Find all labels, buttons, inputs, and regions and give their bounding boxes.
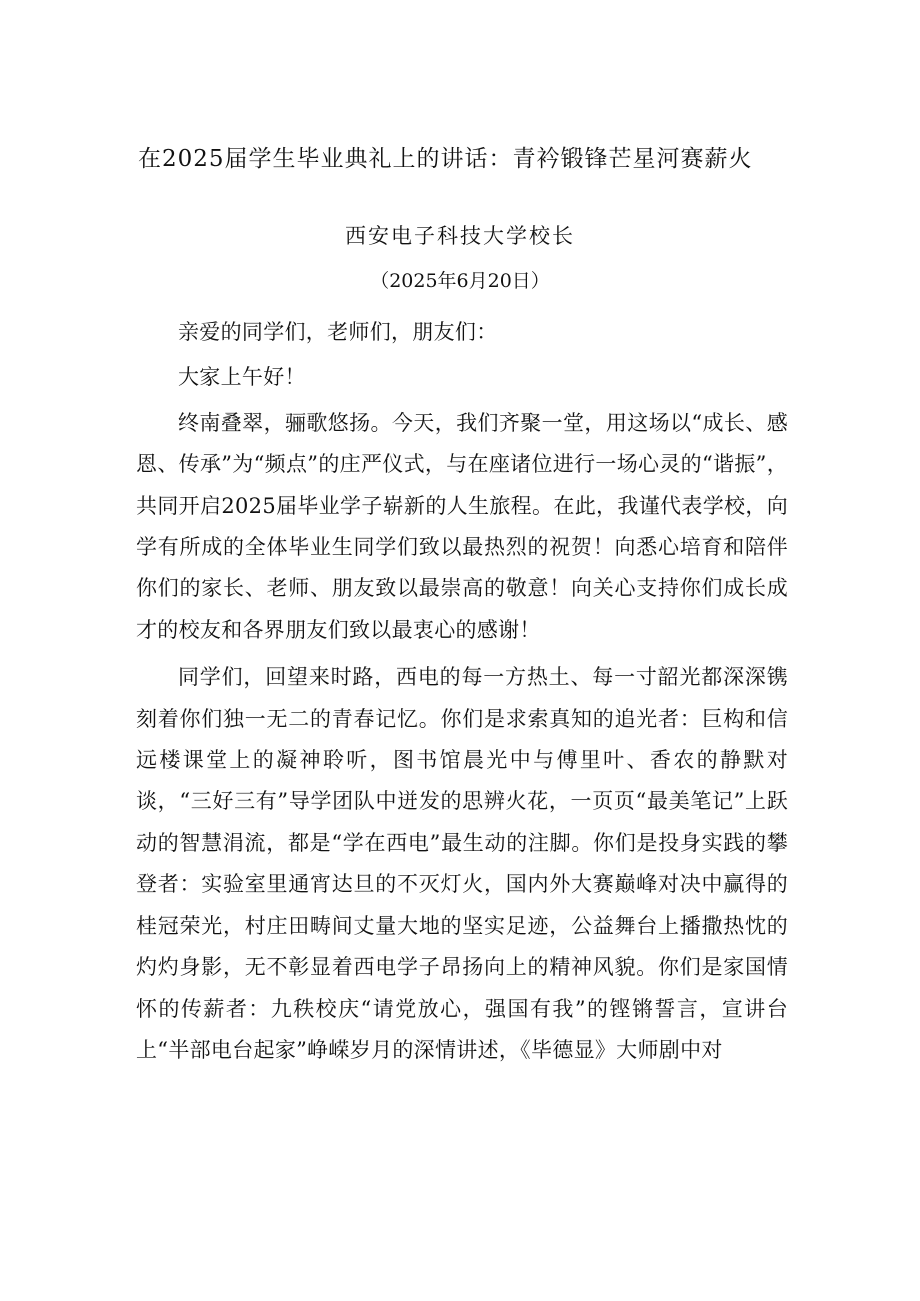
paragraph-1: 终南叠翠，骊歌悠扬。今天，我们齐聚一堂，用这场以“成长、感恩、传承”为“频点”的庄严仪式，与在座诸位进行一场心灵的“谐振”，共同开启2025届毕业学子崭新的人生旅程。在此，我谨代表学校，向学有所成的全体毕业生同学们致以最热烈的祝贺！向悉心培育和陪伴你们的家长、老师、朋友致以最崇高的敬意！向关心支持你们成长成才的校友和各界朋友们致以最衷心的感谢！ xyxy=(136,410,788,642)
speaker-affiliation: 西安电子科技大学校长 xyxy=(345,224,575,248)
speech-date: （2025年6月20日） xyxy=(370,270,550,292)
paragraph-2: 同学们，回望来时路，西电的每一方热土、每一寸韶光都深深镌刻着你们独一无二的青春记忆。你们是求索真知的追光者：巨构和信远楼课堂上的凝神聆听，图书馆晨光中与傅里叶、香农的静默对谈，“三好三有”导学团队中迸发的思辨火花，一页页“最美笔记”上跃动的智慧涓流，都是“学在西电”最生动的注脚。你们是投身实践的攀登者：实验室里通宵达旦的不灭灯火，国内外大赛巅峰对决中赢得的桂冠荣光，村庄田畴间丈量大地的坚实足迹，公益舞台上播撒热忱的灼灼身影，无不彰显着西电学子昂扬向上的精神风貌。你们是家国情怀的传薪者：九秩校庆“请党放心，强国有我”的铿锵誓言，宣讲台上“半部电台起家”峥嵘岁月的深情讲述，《毕德显》大师剧中对 xyxy=(136,665,788,1062)
salutation: 亲爱的同学们，老师们，朋友们： xyxy=(178,320,498,344)
greeting: 大家上午好！ xyxy=(178,365,306,390)
speech-body xyxy=(136,312,788,1077)
document-title: 在2025届学生毕业典礼上的讲话：青衿锻锋芒星河赛薪火 xyxy=(138,146,753,172)
